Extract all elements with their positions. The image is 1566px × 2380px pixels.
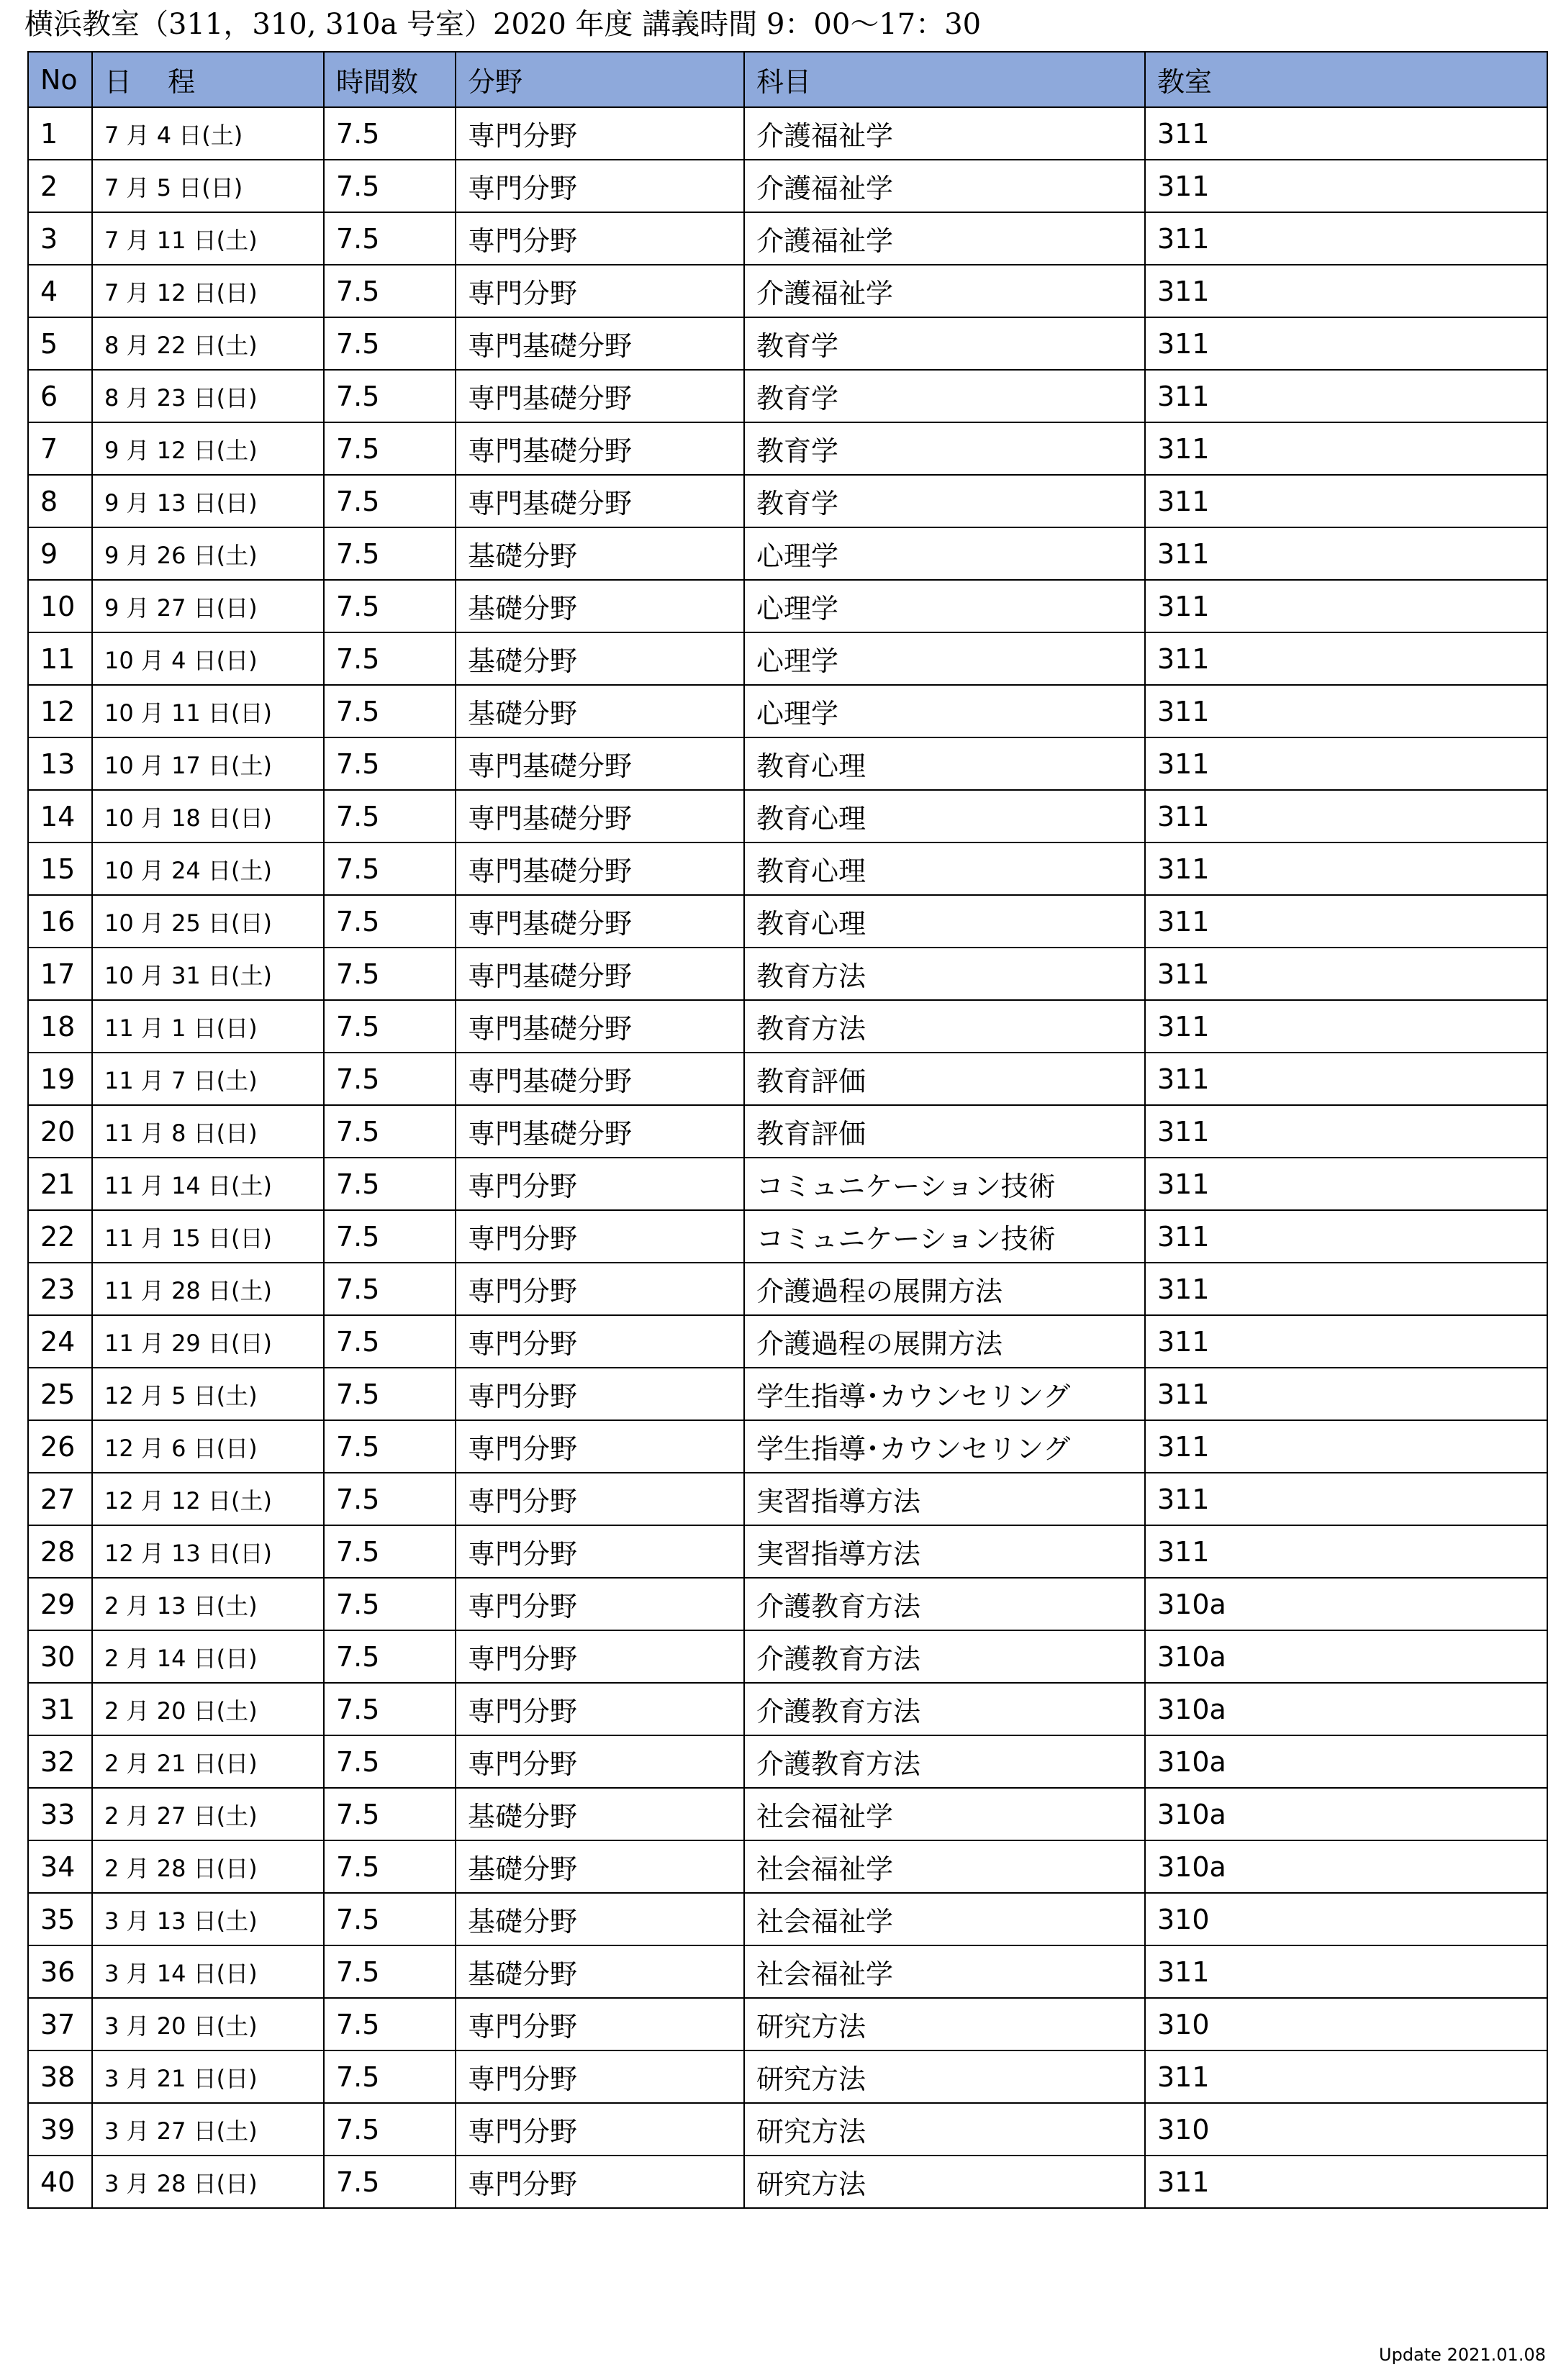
table-row (28, 1840, 1547, 1893)
cell-field: 専門分野 (456, 2103, 744, 2156)
cell-room: 311 (1145, 1210, 1547, 1263)
cell-hours: 7.5 (324, 1630, 456, 1683)
cell-hours: 7.5 (324, 265, 456, 317)
table-row (28, 160, 1547, 212)
table-row (28, 1525, 1547, 1578)
cell-subject: 教育方法 (744, 948, 1145, 1000)
cell-no: 14 (28, 790, 92, 842)
cell-subject: 介護福祉学 (744, 265, 1145, 317)
cell-room: 311 (1145, 895, 1547, 948)
cell-no: 35 (28, 1893, 92, 1945)
cell-room: 311 (1145, 685, 1547, 737)
cell-field: 基礎分野 (456, 527, 744, 580)
cell-no: 5 (28, 317, 92, 370)
table-row (28, 895, 1547, 948)
cell-date: 10 月 18 日(日) (92, 790, 324, 842)
cell-field: 専門分野 (456, 1578, 744, 1630)
cell-room: 311 (1145, 1420, 1547, 1473)
cell-date: 8 月 22 日(土) (92, 317, 324, 370)
cell-field: 専門基礎分野 (456, 1053, 744, 1105)
cell-hours: 7.5 (324, 1473, 456, 1525)
cell-field: 専門基礎分野 (456, 895, 744, 948)
header-room: 教室 (1145, 52, 1547, 107)
cell-no: 6 (28, 370, 92, 422)
cell-field: 専門基礎分野 (456, 1000, 744, 1053)
table-row (28, 1315, 1547, 1368)
cell-no: 28 (28, 1525, 92, 1578)
cell-date: 9 月 13 日(日) (92, 475, 324, 527)
cell-field: 専門分野 (456, 1735, 744, 1788)
cell-date: 2 月 27 日(土) (92, 1788, 324, 1840)
cell-date: 9 月 27 日(日) (92, 580, 324, 632)
cell-subject: 教育方法 (744, 1000, 1145, 1053)
cell-field: 専門基礎分野 (456, 842, 744, 895)
cell-no: 13 (28, 737, 92, 790)
cell-date: 9 月 12 日(土) (92, 422, 324, 475)
cell-hours: 7.5 (324, 317, 456, 370)
table-row (28, 317, 1547, 370)
cell-hours: 7.5 (324, 1683, 456, 1735)
cell-no: 16 (28, 895, 92, 948)
cell-no: 32 (28, 1735, 92, 1788)
cell-hours: 7.5 (324, 2050, 456, 2103)
cell-subject: 教育評価 (744, 1105, 1145, 1158)
cell-hours: 7.5 (324, 685, 456, 737)
schedule-table (27, 51, 1548, 2209)
cell-subject: 学生指導･カウンセリング (744, 1420, 1145, 1473)
cell-hours: 7.5 (324, 422, 456, 475)
cell-no: 40 (28, 2156, 92, 2208)
cell-hours: 7.5 (324, 160, 456, 212)
cell-field: 基礎分野 (456, 580, 744, 632)
cell-no: 12 (28, 685, 92, 737)
table-row (28, 1683, 1547, 1735)
cell-subject: 社会福祉学 (744, 1840, 1145, 1893)
cell-room: 311 (1145, 370, 1547, 422)
table-row (28, 1105, 1547, 1158)
cell-hours: 7.5 (324, 1998, 456, 2050)
cell-room: 311 (1145, 422, 1547, 475)
cell-no: 26 (28, 1420, 92, 1473)
cell-field: 専門分野 (456, 160, 744, 212)
cell-field: 基礎分野 (456, 632, 744, 685)
table-row (28, 1945, 1547, 1998)
cell-date: 12 月 12 日(土) (92, 1473, 324, 1525)
cell-no: 24 (28, 1315, 92, 1368)
table-row (28, 527, 1547, 580)
table-row (28, 737, 1547, 790)
cell-date: 10 月 31 日(土) (92, 948, 324, 1000)
cell-field: 専門分野 (456, 1683, 744, 1735)
header-subject: 科目 (744, 52, 1145, 107)
header-date: 日 程 (92, 52, 324, 107)
cell-room: 311 (1145, 527, 1547, 580)
cell-date: 8 月 23 日(日) (92, 370, 324, 422)
cell-room: 310a (1145, 1840, 1547, 1893)
cell-no: 17 (28, 948, 92, 1000)
cell-date: 10 月 11 日(日) (92, 685, 324, 737)
cell-date: 7 月 12 日(日) (92, 265, 324, 317)
cell-field: 専門分野 (456, 212, 744, 265)
table-row (28, 370, 1547, 422)
cell-field: 専門基礎分野 (456, 475, 744, 527)
cell-date: 11 月 28 日(土) (92, 1263, 324, 1315)
cell-no: 20 (28, 1105, 92, 1158)
cell-room: 311 (1145, 265, 1547, 317)
cell-hours: 7.5 (324, 2156, 456, 2208)
cell-subject: 心理学 (744, 580, 1145, 632)
cell-room: 310 (1145, 2103, 1547, 2156)
cell-field: 専門分野 (456, 1368, 744, 1420)
table-row (28, 948, 1547, 1000)
cell-hours: 7.5 (324, 1263, 456, 1315)
cell-no: 19 (28, 1053, 92, 1105)
cell-subject: 教育心理 (744, 842, 1145, 895)
cell-room: 311 (1145, 1053, 1547, 1105)
cell-field: 専門分野 (456, 1315, 744, 1368)
cell-hours: 7.5 (324, 1210, 456, 1263)
cell-room: 310a (1145, 1735, 1547, 1788)
cell-room: 311 (1145, 1315, 1547, 1368)
table-row (28, 1473, 1547, 1525)
table-row (28, 265, 1547, 317)
schedule-body (28, 107, 1547, 2208)
cell-subject: コミュニケーション技術 (744, 1158, 1145, 1210)
cell-hours: 7.5 (324, 790, 456, 842)
cell-room: 310a (1145, 1630, 1547, 1683)
cell-field: 専門基礎分野 (456, 1105, 744, 1158)
cell-date: 3 月 14 日(日) (92, 1945, 324, 1998)
cell-subject: 心理学 (744, 632, 1145, 685)
cell-subject: 介護福祉学 (744, 160, 1145, 212)
table-row (28, 1210, 1547, 1263)
cell-subject: 教育学 (744, 422, 1145, 475)
cell-date: 11 月 15 日(日) (92, 1210, 324, 1263)
cell-no: 2 (28, 160, 92, 212)
table-row (28, 422, 1547, 475)
cell-subject: 学生指導･カウンセリング (744, 1368, 1145, 1420)
cell-date: 12 月 6 日(日) (92, 1420, 324, 1473)
cell-room: 311 (1145, 1263, 1547, 1315)
cell-date: 7 月 4 日(土) (92, 107, 324, 160)
cell-room: 311 (1145, 475, 1547, 527)
header-no: No (28, 52, 92, 107)
cell-hours: 7.5 (324, 1945, 456, 1998)
cell-room: 311 (1145, 842, 1547, 895)
cell-subject: 介護教育方法 (744, 1683, 1145, 1735)
table-row (28, 685, 1547, 737)
cell-room: 311 (1145, 1473, 1547, 1525)
cell-field: 専門分野 (456, 2050, 744, 2103)
cell-subject: 研究方法 (744, 1998, 1145, 2050)
cell-hours: 7.5 (324, 737, 456, 790)
cell-no: 27 (28, 1473, 92, 1525)
cell-room: 311 (1145, 790, 1547, 842)
cell-subject: 介護教育方法 (744, 1735, 1145, 1788)
header-row (28, 52, 1547, 107)
table-row (28, 1998, 1547, 2050)
cell-no: 36 (28, 1945, 92, 1998)
cell-hours: 7.5 (324, 370, 456, 422)
cell-hours: 7.5 (324, 580, 456, 632)
cell-room: 311 (1145, 1525, 1547, 1578)
cell-room: 311 (1145, 160, 1547, 212)
cell-hours: 7.5 (324, 1158, 456, 1210)
cell-field: 専門分野 (456, 1263, 744, 1315)
cell-hours: 7.5 (324, 1420, 456, 1473)
cell-field: 基礎分野 (456, 1893, 744, 1945)
cell-field: 基礎分野 (456, 1840, 744, 1893)
cell-room: 311 (1145, 2050, 1547, 2103)
cell-hours: 7.5 (324, 1578, 456, 1630)
table-row (28, 1368, 1547, 1420)
table-row (28, 2050, 1547, 2103)
cell-subject: 研究方法 (744, 2156, 1145, 2208)
cell-room: 311 (1145, 212, 1547, 265)
cell-room: 311 (1145, 107, 1547, 160)
cell-field: 専門分野 (456, 1210, 744, 1263)
cell-subject: コミュニケーション技術 (744, 1210, 1145, 1263)
cell-field: 専門分野 (456, 265, 744, 317)
cell-subject: 介護教育方法 (744, 1578, 1145, 1630)
cell-field: 専門基礎分野 (456, 317, 744, 370)
cell-date: 9 月 26 日(土) (92, 527, 324, 580)
cell-room: 310 (1145, 1893, 1547, 1945)
cell-subject: 実習指導方法 (744, 1473, 1145, 1525)
cell-subject: 介護教育方法 (744, 1630, 1145, 1683)
cell-subject: 社会福祉学 (744, 1893, 1145, 1945)
cell-subject: 教育評価 (744, 1053, 1145, 1105)
cell-date: 10 月 17 日(土) (92, 737, 324, 790)
cell-hours: 7.5 (324, 1525, 456, 1578)
table-row (28, 475, 1547, 527)
table-row (28, 1420, 1547, 1473)
table-row (28, 107, 1547, 160)
cell-subject: 研究方法 (744, 2103, 1145, 2156)
table-row (28, 2156, 1547, 2208)
cell-field: 専門基礎分野 (456, 790, 744, 842)
cell-room: 310 (1145, 1998, 1547, 2050)
cell-room: 311 (1145, 737, 1547, 790)
cell-hours: 7.5 (324, 842, 456, 895)
cell-date: 3 月 21 日(日) (92, 2050, 324, 2103)
cell-hours: 7.5 (324, 475, 456, 527)
cell-no: 3 (28, 212, 92, 265)
cell-field: 専門基礎分野 (456, 737, 744, 790)
cell-no: 39 (28, 2103, 92, 2156)
cell-room: 311 (1145, 1368, 1547, 1420)
cell-date: 3 月 27 日(土) (92, 2103, 324, 2156)
cell-field: 専門分野 (456, 1420, 744, 1473)
cell-date: 11 月 29 日(日) (92, 1315, 324, 1368)
cell-date: 2 月 28 日(日) (92, 1840, 324, 1893)
cell-field: 専門基礎分野 (456, 948, 744, 1000)
cell-room: 311 (1145, 948, 1547, 1000)
cell-room: 310a (1145, 1788, 1547, 1840)
update-date: Update 2021.01.08 (1379, 2345, 1546, 2365)
cell-date: 3 月 13 日(土) (92, 1893, 324, 1945)
cell-no: 30 (28, 1630, 92, 1683)
cell-field: 基礎分野 (456, 1788, 744, 1840)
cell-subject: 研究方法 (744, 2050, 1145, 2103)
cell-no: 10 (28, 580, 92, 632)
cell-hours: 7.5 (324, 948, 456, 1000)
cell-no: 21 (28, 1158, 92, 1210)
cell-subject: 教育心理 (744, 895, 1145, 948)
cell-no: 34 (28, 1840, 92, 1893)
cell-hours: 7.5 (324, 527, 456, 580)
cell-room: 311 (1145, 317, 1547, 370)
table-row (28, 1893, 1547, 1945)
header-hours: 時間数 (324, 52, 456, 107)
cell-no: 31 (28, 1683, 92, 1735)
cell-field: 専門分野 (456, 1998, 744, 2050)
cell-date: 11 月 8 日(日) (92, 1105, 324, 1158)
cell-no: 33 (28, 1788, 92, 1840)
cell-hours: 7.5 (324, 1105, 456, 1158)
cell-subject: 教育心理 (744, 737, 1145, 790)
cell-subject: 介護過程の展開方法 (744, 1315, 1145, 1368)
cell-date: 2 月 14 日(日) (92, 1630, 324, 1683)
cell-date: 2 月 13 日(土) (92, 1578, 324, 1630)
cell-subject: 教育学 (744, 370, 1145, 422)
table-row (28, 1000, 1547, 1053)
cell-no: 18 (28, 1000, 92, 1053)
cell-no: 11 (28, 632, 92, 685)
cell-field: 専門分野 (456, 2156, 744, 2208)
cell-date: 2 月 21 日(日) (92, 1735, 324, 1788)
cell-field: 専門分野 (456, 1473, 744, 1525)
cell-no: 9 (28, 527, 92, 580)
cell-room: 311 (1145, 2156, 1547, 2208)
cell-hours: 7.5 (324, 2103, 456, 2156)
cell-room: 311 (1145, 1000, 1547, 1053)
cell-hours: 7.5 (324, 1053, 456, 1105)
table-row (28, 212, 1547, 265)
cell-field: 基礎分野 (456, 685, 744, 737)
cell-field: 専門分野 (456, 1525, 744, 1578)
table-row (28, 842, 1547, 895)
cell-date: 3 月 28 日(日) (92, 2156, 324, 2208)
cell-field: 専門分野 (456, 107, 744, 160)
cell-date: 11 月 14 日(土) (92, 1158, 324, 1210)
cell-hours: 7.5 (324, 1000, 456, 1053)
cell-date: 7 月 5 日(日) (92, 160, 324, 212)
cell-hours: 7.5 (324, 107, 456, 160)
cell-no: 1 (28, 107, 92, 160)
table-row (28, 1735, 1547, 1788)
cell-subject: 介護過程の展開方法 (744, 1263, 1145, 1315)
table-row (28, 1263, 1547, 1315)
cell-date: 7 月 11 日(土) (92, 212, 324, 265)
table-row (28, 1788, 1547, 1840)
cell-subject: 教育心理 (744, 790, 1145, 842)
table-row (28, 790, 1547, 842)
table-row (28, 1578, 1547, 1630)
table-row (28, 632, 1547, 685)
table-row (28, 2103, 1547, 2156)
cell-room: 311 (1145, 1945, 1547, 1998)
cell-no: 8 (28, 475, 92, 527)
cell-no: 4 (28, 265, 92, 317)
cell-room: 310a (1145, 1683, 1547, 1735)
cell-date: 10 月 25 日(日) (92, 895, 324, 948)
cell-no: 25 (28, 1368, 92, 1420)
table-row (28, 580, 1547, 632)
cell-date: 10 月 4 日(日) (92, 632, 324, 685)
cell-hours: 7.5 (324, 1893, 456, 1945)
cell-room: 311 (1145, 1105, 1547, 1158)
cell-room: 310a (1145, 1578, 1547, 1630)
cell-no: 37 (28, 1998, 92, 2050)
cell-hours: 7.5 (324, 1735, 456, 1788)
page-title: 横浜教室（311，310, 310a 号室）2020 年度 講義時間 9：00～17：30 (24, 8, 982, 41)
cell-field: 専門分野 (456, 1158, 744, 1210)
cell-date: 10 月 24 日(土) (92, 842, 324, 895)
cell-subject: 心理学 (744, 527, 1145, 580)
cell-hours: 7.5 (324, 1840, 456, 1893)
cell-hours: 7.5 (324, 1315, 456, 1368)
cell-subject: 介護福祉学 (744, 107, 1145, 160)
cell-field: 専門分野 (456, 1630, 744, 1683)
cell-subject: 心理学 (744, 685, 1145, 737)
cell-date: 11 月 7 日(土) (92, 1053, 324, 1105)
cell-subject: 実習指導方法 (744, 1525, 1145, 1578)
header-field: 分野 (456, 52, 744, 107)
cell-no: 22 (28, 1210, 92, 1263)
cell-subject: 介護福祉学 (744, 212, 1145, 265)
cell-subject: 社会福祉学 (744, 1945, 1145, 1998)
cell-date: 12 月 5 日(土) (92, 1368, 324, 1420)
cell-no: 38 (28, 2050, 92, 2103)
cell-no: 23 (28, 1263, 92, 1315)
cell-subject: 社会福祉学 (744, 1788, 1145, 1840)
cell-room: 311 (1145, 632, 1547, 685)
cell-date: 12 月 13 日(日) (92, 1525, 324, 1578)
cell-room: 311 (1145, 1158, 1547, 1210)
cell-no: 15 (28, 842, 92, 895)
cell-hours: 7.5 (324, 632, 456, 685)
cell-date: 2 月 20 日(土) (92, 1683, 324, 1735)
table-row (28, 1053, 1547, 1105)
cell-room: 311 (1145, 580, 1547, 632)
cell-date: 3 月 20 日(土) (92, 1998, 324, 2050)
cell-field: 基礎分野 (456, 1945, 744, 1998)
table-row (28, 1630, 1547, 1683)
cell-hours: 7.5 (324, 212, 456, 265)
cell-no: 7 (28, 422, 92, 475)
cell-hours: 7.5 (324, 895, 456, 948)
cell-subject: 教育学 (744, 475, 1145, 527)
cell-hours: 7.5 (324, 1368, 456, 1420)
cell-no: 29 (28, 1578, 92, 1630)
cell-field: 専門基礎分野 (456, 422, 744, 475)
cell-subject: 教育学 (744, 317, 1145, 370)
cell-field: 専門基礎分野 (456, 370, 744, 422)
cell-hours: 7.5 (324, 1788, 456, 1840)
cell-date: 11 月 1 日(日) (92, 1000, 324, 1053)
table-row (28, 1158, 1547, 1210)
